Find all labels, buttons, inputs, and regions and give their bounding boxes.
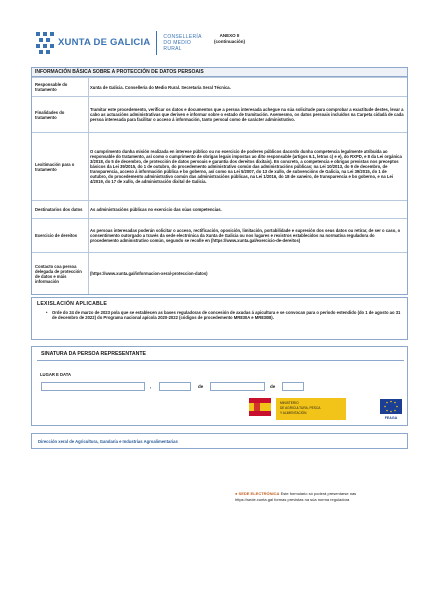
table-row bbox=[32, 252, 407, 294]
data-protection-title: INFORMACIÓN BÁSICA SOBRE A PROTECCIÓN DE DATOS PERSOAIS bbox=[32, 68, 407, 77]
table-row bbox=[32, 77, 407, 96]
comma-separator: , bbox=[150, 384, 152, 389]
de-separator: de bbox=[198, 384, 204, 389]
sede-electronica-icon: ● bbox=[235, 491, 238, 496]
table-row bbox=[32, 200, 407, 218]
place-date-label: LUGAR E DATA bbox=[40, 372, 72, 377]
table-row bbox=[32, 132, 407, 200]
list-item bbox=[32, 310, 407, 321]
sede-brand: SEDE ELECTRÓNICA bbox=[238, 491, 280, 496]
row-value: (https://www.xunta.gal/informacion-xeral-proteccion-datos) bbox=[90, 271, 208, 276]
eu-flag-logo bbox=[379, 397, 405, 421]
bullet-icon: • bbox=[46, 310, 48, 315]
legislation-text: Orde do 24 de marzo de 2023 pola que se establecen as bases reguladoras de concesión de axudas á apicultura e se convocan para o período estendido (do 1 de agosto ao 31 de decembro de 2022) do Programa nacional apícola 2020-2022 (códigos de procedemento MR830A e MR830B). bbox=[52, 310, 401, 321]
anexo-title: ANEXO II bbox=[219, 33, 240, 38]
row-label: Exercicio de dereitos bbox=[35, 233, 78, 238]
row-label: Destinatarios dos datos bbox=[35, 207, 83, 212]
row-value: Xunta de Galicia. Consellería do Medio Rural. Secretaría Xeral Técnica. bbox=[90, 84, 231, 90]
de-separator: de bbox=[270, 384, 276, 389]
signature-title: SINATURA DA PERSOA REPRESENTANTE bbox=[41, 351, 147, 357]
directorate-name: Dirección xeral de Agricultura, Gandaría e Industrias Agroalimentarias bbox=[38, 439, 178, 444]
row-label: Lexitimación para o tratamento bbox=[35, 161, 75, 172]
table-row bbox=[32, 218, 407, 252]
day-field[interactable] bbox=[159, 382, 191, 391]
xunta-logo bbox=[36, 31, 202, 55]
row-value: As administracións públicas no exercicio das súas competencias. bbox=[90, 207, 222, 212]
xunta-emblem-icon bbox=[36, 32, 54, 54]
footer-note bbox=[235, 491, 356, 503]
xunta-logo-text: XUNTA DE GALICIA bbox=[58, 37, 151, 49]
row-value: Tramitar este procedemento, verificar os datos e documentos que a persoa interesada achegue na súa solicitude para comprobar a exactitude destes, levar a cabo as actuacións administrativas que deriven e informar sobre o estado de tramitación. Asemesmo, os datos persoais incluídos na Carpeta cidadá de cada persoa interesada para facilitar o acceso á información, tanto persoal como de carácter administrativo. bbox=[90, 107, 404, 122]
row-value: As persoas interesadas poderán solicitar o acceso, rectificación, oposición, limitación, portabilidade e supresión dos seus datos ou retirar, de ser o caso, o consentimento outorgado a través da sede electrónica da Xunta de Galicia ou nos lugares e rexistros establecidos na normativa reguladora do procedemento administrativo común, segundo se recolle en (https://www.xunta.gal/exercicio-de-dereitos) bbox=[90, 228, 401, 243]
footer-line1: Este formulario só poderá presentarse nas bbox=[280, 491, 357, 496]
row-label: Responsable do tratamento bbox=[35, 82, 68, 92]
anexo-subtitle: (continuación) bbox=[214, 39, 245, 44]
month-field[interactable] bbox=[210, 382, 265, 391]
row-label: Finalidades do tratamento bbox=[35, 109, 65, 120]
svg-text:Y ALIMENTACIÓN: Y ALIMENTACIÓN bbox=[280, 411, 307, 415]
row-value: O cumprimento dunha misión realizada en interese público ou no exercicio de poderes públicos dacordo dunha competencia legalmente atribuída ao responsable do tratamento, así como o cumprimento de obrigas legais impostas ao dito responsable (artigos 6.1, letras c) e e), do RXPD, e 8 da Lei orgánica 3/2018, do 5 de decembro, de protección de datos persoais e garantía dos dereitos dixitais). En concreto, a competencia e obrigas previstas nos preceptos básicos da Lei 39/2015, do 1 de outubro, do procedemento administrativo común das administracións públicas; na Lei 10/2013, do 9 de decembro, de transparencia, acceso á información pública e bo goberno, así como na Lei 5/2007, do 13 de xullo, de subvencións de Galicia, na Lei 39/2015, do 1 de outubro, do procedemento administrativo común das administracións públicas, na Lei 1/2016, do 18 de xaneiro, de transparencia e bo goberno, e na Lei 4/2019, do 17 de xullo, de administración dixital de Galicia. bbox=[90, 149, 402, 184]
place-field[interactable] bbox=[41, 382, 145, 391]
row-label: Contacto coa persoa delegada de protección de datos e máis información bbox=[35, 263, 82, 284]
svg-text:MINISTERIO: MINISTERIO bbox=[280, 401, 299, 405]
svg-text:DE AGRICULTURA, PESCA: DE AGRICULTURA, PESCA bbox=[280, 406, 321, 410]
svg-text:FEAGA: FEAGA bbox=[384, 416, 398, 420]
footer-line2: https://sede.xunta.gal formas previstas na súa norma reguladora bbox=[235, 497, 350, 502]
directorate-section bbox=[31, 433, 408, 449]
legislation-section bbox=[31, 297, 408, 340]
data-protection-section bbox=[31, 67, 408, 295]
legislation-title: LEXISLACIÓN APLICABLE bbox=[37, 301, 108, 307]
table-row bbox=[32, 96, 407, 132]
spain-government-logo bbox=[246, 396, 356, 422]
year-field[interactable] bbox=[282, 382, 304, 391]
conselleria-name: CONSELLERÍA DO MEDIO RURAL bbox=[163, 34, 202, 52]
anexo-heading bbox=[214, 33, 245, 45]
